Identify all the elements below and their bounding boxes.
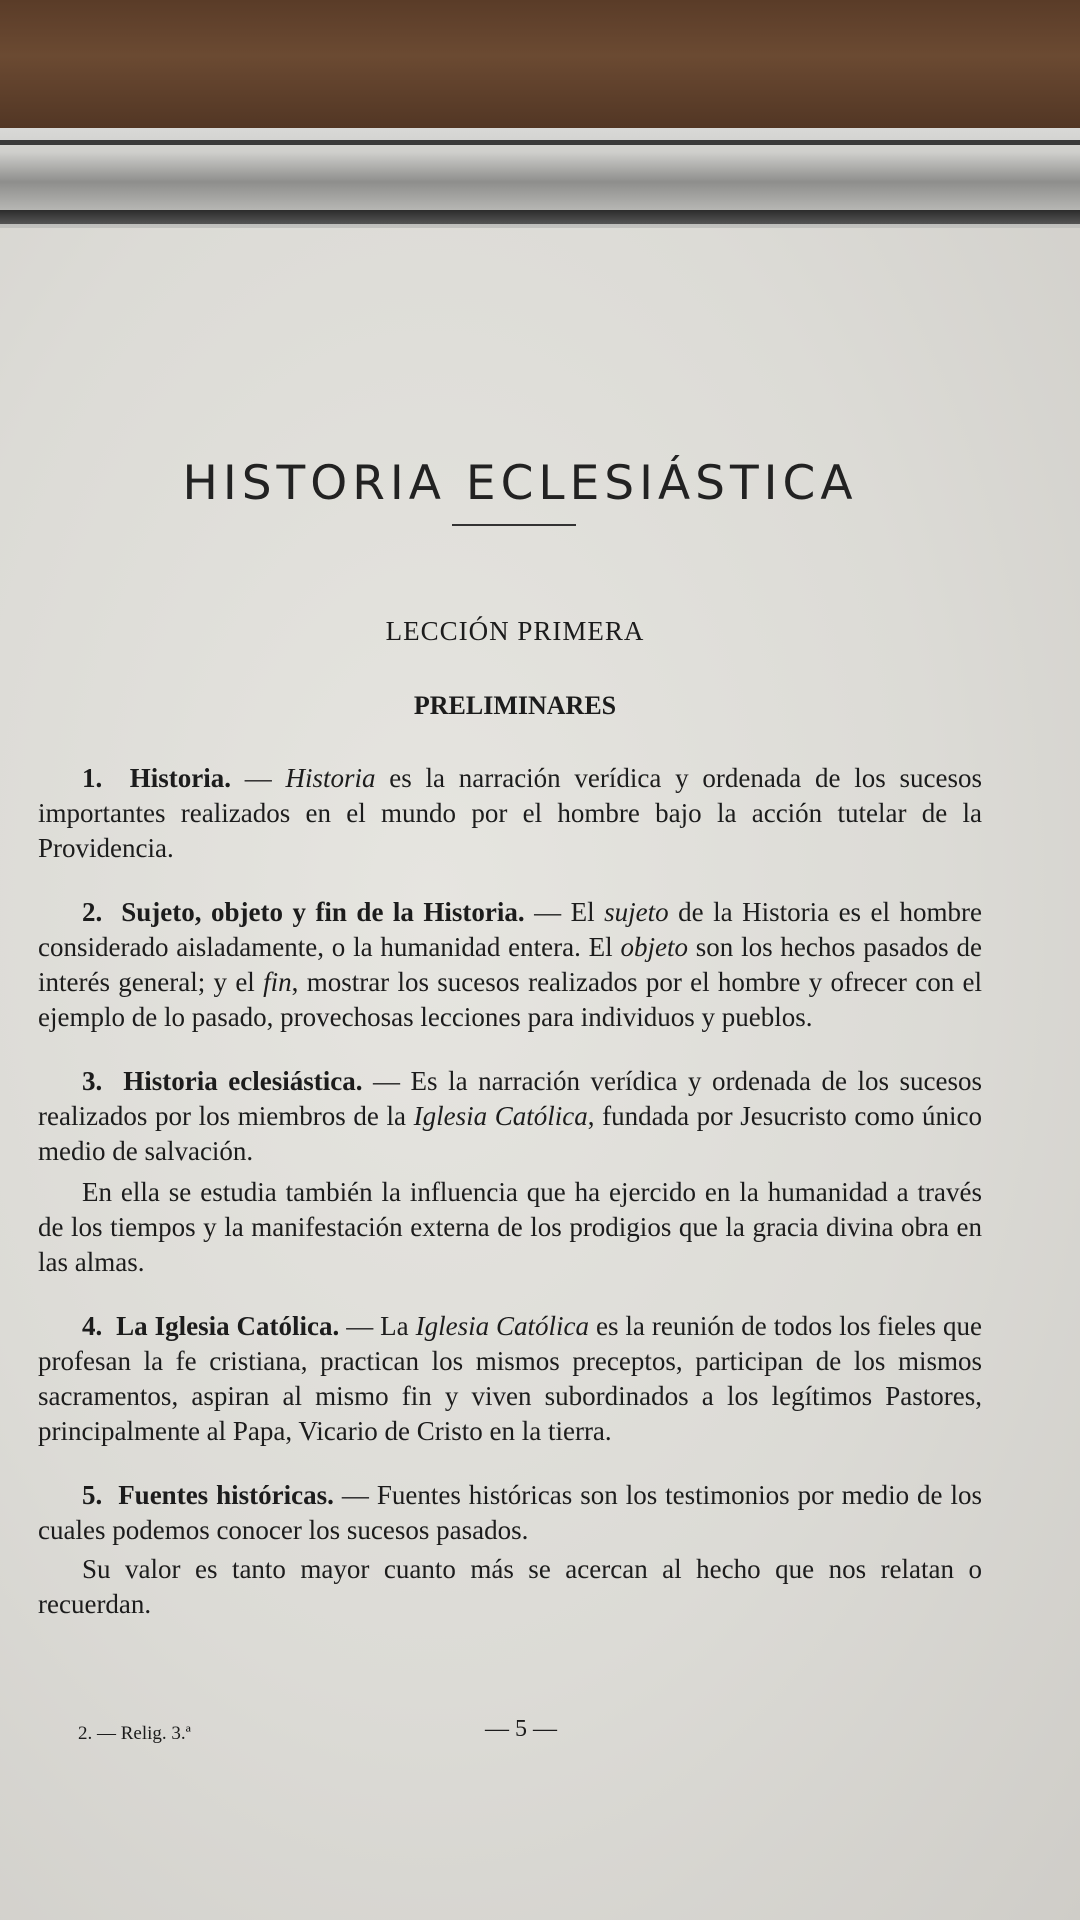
paragraph-text: es la reunión de todos los fieles que profesan la fe cristiana, practican los mismos preceptos, participan de los mismos sacramentos, aspiran al mismo fin y viven subordinados a los legítimos Pastores, principalmente al Papa, Vicario de Cristo en la tierra. [38,1311,982,1446]
title-underline [452,524,576,526]
paragraph-text: son los hechos pasados de interés general; y el [38,932,982,997]
page-title: HISTORIA ECLESIÁSTICA [182,456,858,511]
paragraph-number: 5. [82,1480,103,1510]
sheet-shadow-band [0,210,1080,224]
paragraph-1 [38,761,982,866]
dash: — [231,763,286,793]
paragraph-3 [38,1064,982,1169]
paragraph-text: Es la narración verídica y ordenada de los sucesos realizados por los miembros de la [38,1066,983,1131]
sheet-edge-line [0,140,1080,145]
paragraph-number: 3. [82,1066,103,1096]
italic-term: Historia [285,763,376,793]
paragraph-text: es la narración verídica y ordenada de los sucesos importantes realizados en el mundo por el hombre bajo la acción tutelar de la Providencia. [38,763,983,863]
paragraph-3-continuation: En ella se estudia también la influencia que ha ejercido en la humanidad a través de los tiempos y la manifestación externa de los prodigios que la gracia divina obra en las almas. [38,1177,982,1277]
paragraph-number: 4. [82,1311,103,1341]
paragraph-4 [38,1309,982,1449]
wooden-table-background [0,0,1080,140]
italic-term: Iglesia Católica [413,1101,588,1131]
paragraph-number: 2. [82,897,103,927]
paragraph-heading: La Iglesia Católica. [116,1311,340,1341]
paragraph-5-continuation: Su valor es tanto mayor cuanto más se acercan al hecho que nos relatan o recuerdan. [38,1554,982,1619]
paragraph-2 [38,895,982,1035]
italic-term: fin [263,967,292,997]
paragraph-number: 1. [82,763,103,793]
lesson-heading: LECCIÓN PRIMERA [385,616,645,646]
italic-term: objeto [620,932,688,962]
paragraph-text: La [380,1311,416,1341]
paragraph-text: de la Historia es el hombre considerado aisladamente, o la humanidad entera. El [38,897,983,962]
paragraph-heading: Fuentes históricas. [118,1480,334,1510]
dash: — [362,1066,411,1096]
paragraph-5 [38,1478,982,1548]
paragraph-heading: Sujeto, objeto y fin de la Historia. [121,897,525,927]
page-body [38,761,982,1622]
italic-term: sujeto [604,897,669,927]
book-page [0,228,1080,1920]
paragraph-heading: Historia. [129,763,231,793]
paragraph-text: , fundada por Jesucristo como único medio de salvación. [38,1101,982,1166]
paragraph-text: Fuentes históricas son los testimonios por medio de los cuales podemos conocer los sucesos pasados. [38,1480,983,1545]
dash: — [339,1311,381,1341]
dash: — [333,1480,377,1510]
dash: — [524,897,571,927]
page-number: — 5 — [485,1716,557,1742]
section-heading: PRELIMINARES [413,691,617,720]
footer-signature: 2. — Relig. 3.ª [78,1723,191,1744]
paragraph-heading: Historia eclesiástica. [123,1066,363,1096]
italic-term: Iglesia Católica [415,1311,590,1341]
paragraph-text: , mostrar los sucesos realizados por el hombre y ofrecer con el ejemplo de lo pasado, provechosas lecciones para individuos y pueblos. [38,967,982,1032]
paragraph-text: El [570,897,605,927]
